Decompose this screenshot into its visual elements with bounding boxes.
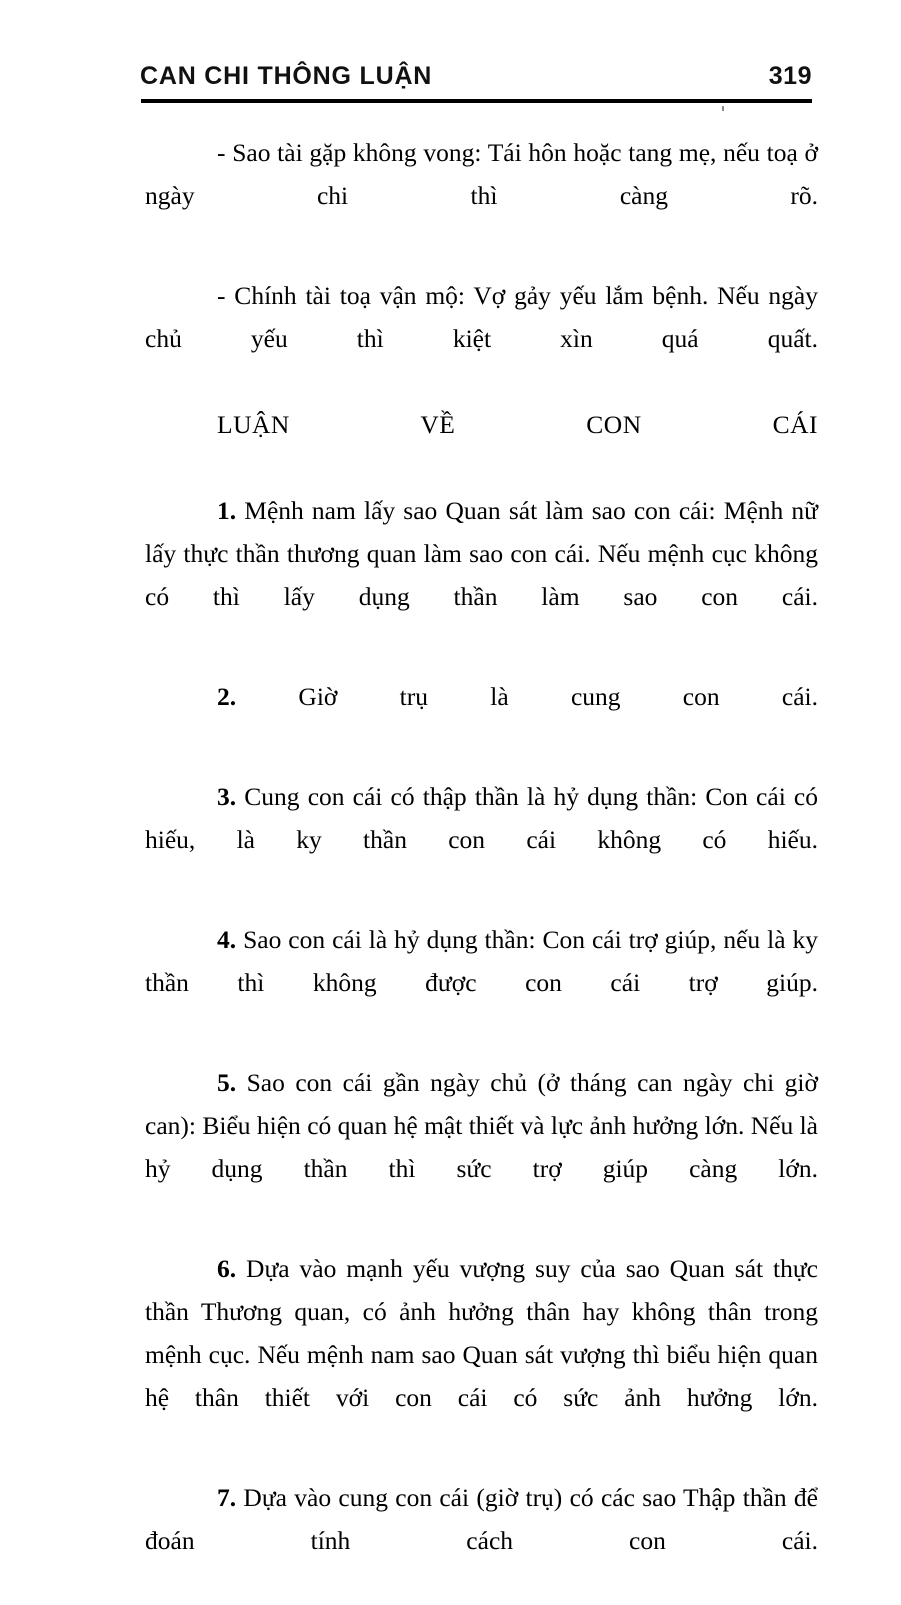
numbered-item: [145, 1061, 818, 1233]
item-text: Dựa vào mạnh yếu vượng suy của sao Quan sát thực thần Thương quan, có ảnh hưởng thân hay không thân trong mệnh cục. Nếu mệnh nam sao Quan sát vượng thì biểu hiện quan hệ thân thiết với con cái có sức ảnh hưởng lớn.: [145, 1254, 818, 1412]
running-head: [140, 62, 812, 91]
item-number: 7.: [217, 1483, 237, 1512]
item-text: Cung con cái có thập thần là hỷ dụng thần: Con cái có hiếu, là ky thần con cái không có hiếu.: [145, 782, 818, 854]
page-number: 319: [768, 62, 812, 90]
item-number: 6.: [217, 1254, 237, 1283]
numbered-item: [145, 1247, 818, 1462]
numbered-item: [145, 775, 818, 904]
item-text: Sao con cái gần ngày chủ (ở tháng can ngày chi giờ can): Biểu hiện có quan hệ mật thiết và lực ảnh hưởng lớn. Nếu là hỷ dụng thần thì sức trợ giúp càng lớn.: [145, 1068, 818, 1183]
item-number: 2.: [217, 682, 237, 711]
bullet-marker: -: [217, 138, 226, 167]
item-text: Mệnh nam lấy sao Quan sát làm sao con cái: Mệnh nữ lấy thực thần thương quan làm sao con cái. Nếu mệnh cục không có thì lấy dụng thần làm sao con cái.: [145, 496, 818, 611]
header-rule-divider: [141, 99, 812, 103]
bullet-text: Chính tài toạ vận mộ: Vợ gảy yếu lắm bệnh. Nếu ngày chủ yếu thì kiệt xìn quá quất.: [145, 281, 818, 353]
item-number: 5.: [217, 1068, 237, 1097]
item-number: 3.: [217, 782, 237, 811]
bullet-marker: -: [217, 281, 226, 310]
item-number: 4.: [217, 925, 237, 954]
numbered-item: [145, 918, 818, 1047]
item-text: Dựa vào cung con cái (giờ trụ) có các sao Thập thần để đoán tính cách con cái.: [145, 1483, 818, 1555]
item-text: Sao con cái là hỷ dụng thần: Con cái trợ giúp, nếu là ky thần thì không được con cái trợ giúp.: [145, 925, 818, 997]
item-number: 1.: [217, 496, 237, 525]
item-text: Giờ trụ là cung con cái.: [236, 682, 818, 711]
scan-artifact-mark: [722, 106, 724, 111]
running-head-title: CAN CHI THÔNG LUẬN: [140, 62, 433, 90]
numbered-item: [145, 1476, 818, 1605]
numbered-item: [145, 489, 818, 661]
bullet-paragraph: [145, 274, 818, 403]
bullet-paragraph: [145, 131, 818, 260]
bullet-text: Sao tài gặp không vong: Tái hôn hoặc tang mẹ, nếu toạ ở ngày chi thì càng rõ.: [145, 138, 818, 210]
section-heading: LUẬN VỀ CON CÁI: [217, 410, 818, 439]
body-text-column: [145, 131, 818, 1605]
numbered-item: [145, 675, 818, 761]
